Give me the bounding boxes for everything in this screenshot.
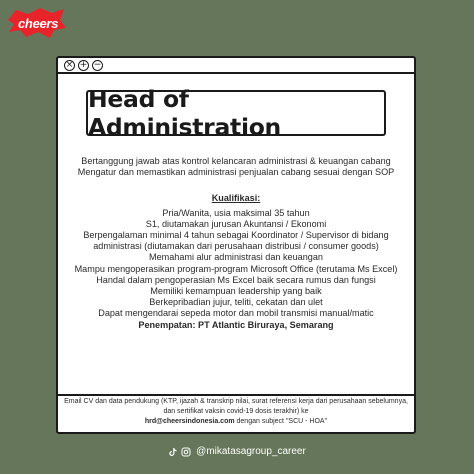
cheers-logo <box>6 6 68 40</box>
qualification-item: Memahami alur administrasi dan keuangan <box>149 252 323 263</box>
email-subject: dengan subject "SCU - HOA" <box>234 418 328 425</box>
minus-icon[interactable]: − <box>93 59 102 70</box>
responsibility-item: Mengatur dan memastikan administrasi penjualan cabang sesuai dengan SOP <box>77 167 395 178</box>
page-title: Head of Administration <box>88 85 281 141</box>
qualification-item: Pria/Wanita, usia maksimal 35 tahun <box>162 207 310 218</box>
qualification-item: Memiliki kemampuan leadership yang baik <box>150 286 322 297</box>
tiktok-icon[interactable] <box>168 447 178 457</box>
qualification-item: Mampu mengoperasikan program-program Microsoft Office (terutama Ms Excel) <box>74 263 398 274</box>
qualification-item: Berkepribadian jujur, teliti, cekatan dan ulet <box>149 297 323 308</box>
placement: Penempatan: PT Atlantic Biruraya, Semarang <box>138 319 334 330</box>
footer-instructions: Email CV dan data pendukung (KTP, ijazah & transkrip nilai, surat referensi kerja dari perusahaan sebelumnya, dan sertifikat vaksin covid-19 dosis terakhir) ke <box>64 398 408 415</box>
instagram-icon[interactable] <box>181 447 191 457</box>
email-link[interactable]: hrd@cheersindonesia.com <box>144 418 235 425</box>
window-frame <box>56 56 416 434</box>
logo-text: cheers <box>18 16 59 31</box>
responsibilities <box>58 156 414 178</box>
footer-contact <box>58 417 414 427</box>
qualification-item: Dapat mengendarai sepeda motor dan mobil transmisi manual/matic <box>98 308 374 319</box>
social-handle[interactable]: @mikatasagroup_career <box>196 446 306 457</box>
title-box <box>86 85 386 141</box>
job-content <box>58 156 414 331</box>
qualification-item: S1, diutamakan jurusan Akuntansi / Ekonomi <box>145 218 327 229</box>
social-bar <box>0 446 474 457</box>
qualifications-list <box>58 208 414 331</box>
plus-icon[interactable]: + <box>79 59 88 70</box>
qualifications-heading: Kualifikasi: <box>211 193 261 204</box>
qualification-item: Berpengalaman minimal 4 tahun sebagai Koordinator / Supervisor di bidang administrasi (diutamakan dari perusahaan distribusi / consumer goods) <box>83 230 389 252</box>
close-icon[interactable]: × <box>65 59 74 70</box>
qualification-item: Handal dalam pengoperasian Ms Excel baik secara rumus dan fungsi <box>96 274 376 285</box>
window-titlebar <box>58 58 414 74</box>
responsibility-item: Bertanggung jawab atas kontrol kelancaran administrasi & keuangan cabang <box>81 156 391 166</box>
application-footer <box>58 394 414 432</box>
